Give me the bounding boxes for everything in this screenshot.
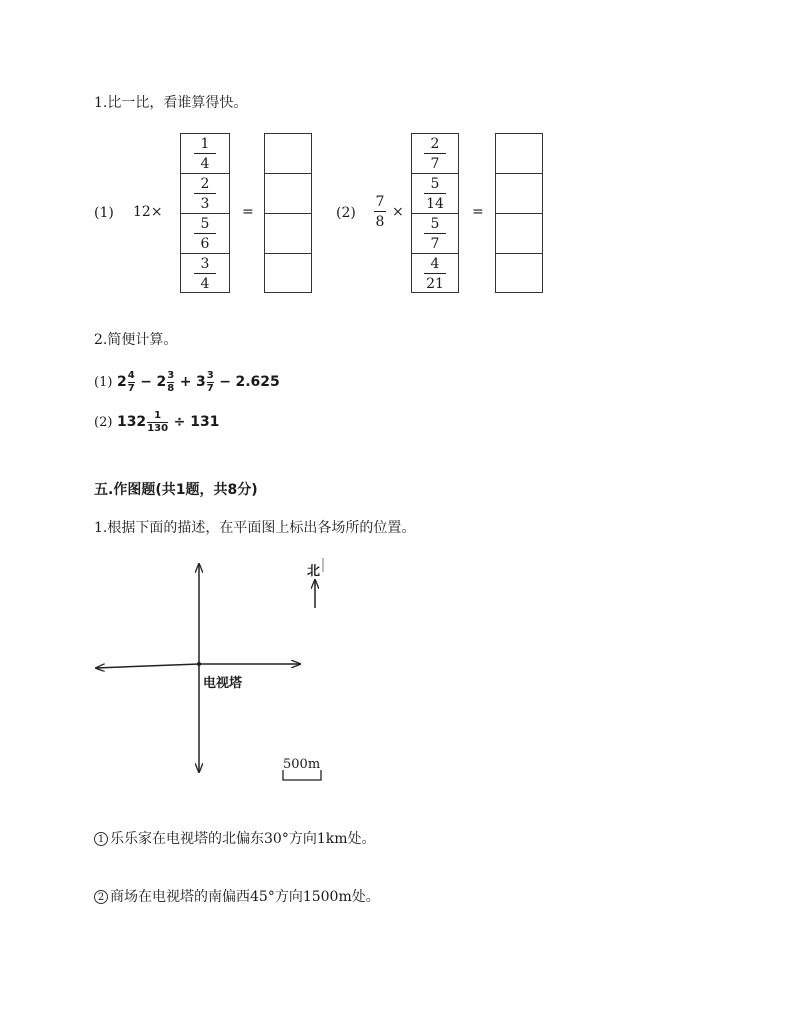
fraction-cell: 5 7 (412, 214, 458, 254)
tv-tower-point (197, 662, 201, 666)
fraction-cell: 5 14 (412, 174, 458, 214)
mixed-whole: 132 (116, 414, 147, 430)
mixed-fraction: 3 7 (206, 369, 214, 394)
part2-answer-column (495, 133, 543, 293)
fraction-cell: 2 7 (412, 134, 458, 174)
fraction-cell: 1 4 (181, 134, 229, 174)
statement-2 (94, 890, 380, 904)
scale-label: 500m (283, 757, 321, 772)
mixed-whole: 3 (195, 374, 206, 390)
part2-equals: = (472, 204, 484, 220)
statement-text: 乐乐家在电视塔的北偏东30°方向1km处。 (110, 831, 376, 847)
fraction-cell: 3 4 (181, 254, 229, 294)
section-heading: 五.作图题(共1题，共8分) (94, 482, 258, 498)
q2-title: 2.简便计算。 (94, 332, 178, 348)
north-label: 北 (307, 564, 321, 579)
statement-text: 商场在电视塔的南偏西45°方向1500m处。 (110, 889, 380, 905)
part1-label: (1) (94, 205, 114, 221)
operator: − (140, 374, 152, 390)
calc-item-2 (94, 410, 219, 434)
fraction-cell: 2 3 (181, 174, 229, 214)
answer-cell[interactable] (265, 134, 311, 174)
center-label: 电视塔 (203, 676, 243, 691)
part1-multiplier: 12× (133, 204, 163, 220)
part2-fraction-column (411, 133, 459, 293)
circled-number: 1 (94, 832, 108, 846)
calc-item-1 (94, 371, 280, 393)
answer-cell[interactable] (265, 214, 311, 254)
decimal-value: 2.625 (235, 374, 280, 390)
answer-cell[interactable] (496, 214, 542, 254)
division-tail: ÷ 131 (173, 414, 220, 430)
west-axis-arrow (96, 664, 199, 668)
mixed-fraction: 3 8 (167, 369, 175, 394)
operator: + (179, 374, 192, 390)
fraction-cell: 4 21 (412, 254, 458, 294)
mixed-whole: 2 (156, 374, 167, 390)
part2-times: × (392, 204, 404, 220)
calc-label: (2) (94, 414, 113, 430)
mixed-whole: 2 (116, 374, 127, 390)
part1-fraction-column (180, 133, 230, 293)
answer-cell[interactable] (496, 174, 542, 214)
part1-equals: = (242, 204, 254, 220)
map-diagram[interactable] (80, 550, 380, 790)
answer-cell[interactable] (265, 174, 311, 214)
answer-cell[interactable] (496, 134, 542, 174)
part1-answer-column (264, 133, 312, 293)
statement-1 (94, 832, 375, 846)
mixed-fraction: 4 7 (127, 369, 135, 394)
answer-cell[interactable] (265, 254, 311, 294)
calc-label: (1) (94, 374, 113, 390)
q1-title: 1.比一比，看谁算得快。 (94, 95, 248, 111)
fraction-cell: 5 6 (181, 214, 229, 254)
circled-number: 2 (94, 890, 108, 904)
operator: − (219, 374, 231, 390)
mixed-fraction: 1 130 (147, 409, 169, 434)
answer-cell[interactable] (496, 254, 542, 294)
part2-multiplier-fraction: 7 8 (375, 194, 385, 230)
section5-q1-title: 1.根据下面的描述，在平面图上标出各场所的位置。 (94, 520, 416, 536)
part2-label: (2) (336, 205, 356, 221)
